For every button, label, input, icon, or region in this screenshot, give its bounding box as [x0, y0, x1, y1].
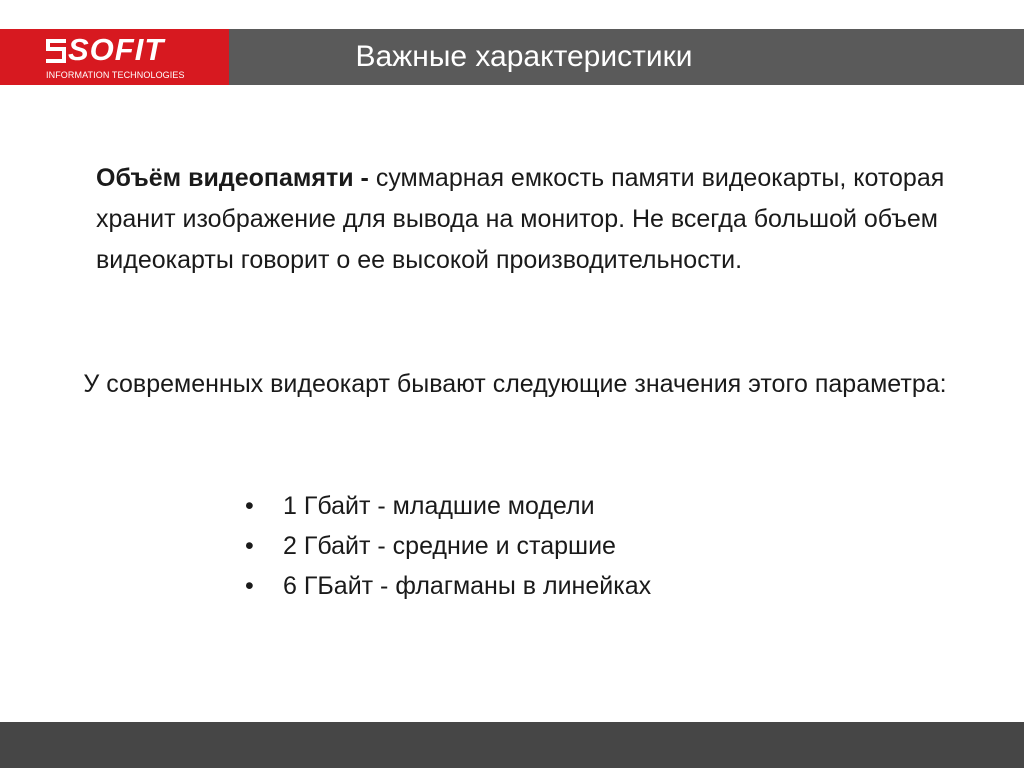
- definition-term: Объём видеопамяти -: [96, 164, 369, 192]
- list-item: [245, 566, 651, 606]
- list-item: [245, 486, 651, 526]
- list-item: [245, 526, 651, 566]
- values-intro: У современных видеокарт бывают следующие значения этого параметра:: [83, 370, 947, 398]
- list-item-text: 2 Гбайт - средние и старшие: [283, 532, 616, 560]
- definition-text: суммарная емкость памяти видеокарты, которая хранит изображение для вывода на монитор. Не всегда большой объем видеокарты говорит о ее высокой производительности.: [96, 164, 945, 274]
- footer-bar: [0, 722, 1024, 768]
- bullet: •: [245, 492, 254, 520]
- bullet: •: [245, 532, 254, 560]
- logo-subtitle: INFORMATION TECHNOLOGIES: [46, 70, 185, 80]
- list-item-text: 1 Гбайт - младшие модели: [283, 492, 595, 520]
- logo-brand: SOFIT: [68, 32, 165, 67]
- sofit-logo-icon: [46, 39, 66, 63]
- definition-paragraph: [96, 158, 956, 281]
- list-item-text: 6 ГБайт - флагманы в линейках: [283, 572, 652, 600]
- slide-title: Важные характеристики: [355, 40, 693, 73]
- bullet: •: [245, 572, 254, 600]
- values-list: [245, 486, 651, 606]
